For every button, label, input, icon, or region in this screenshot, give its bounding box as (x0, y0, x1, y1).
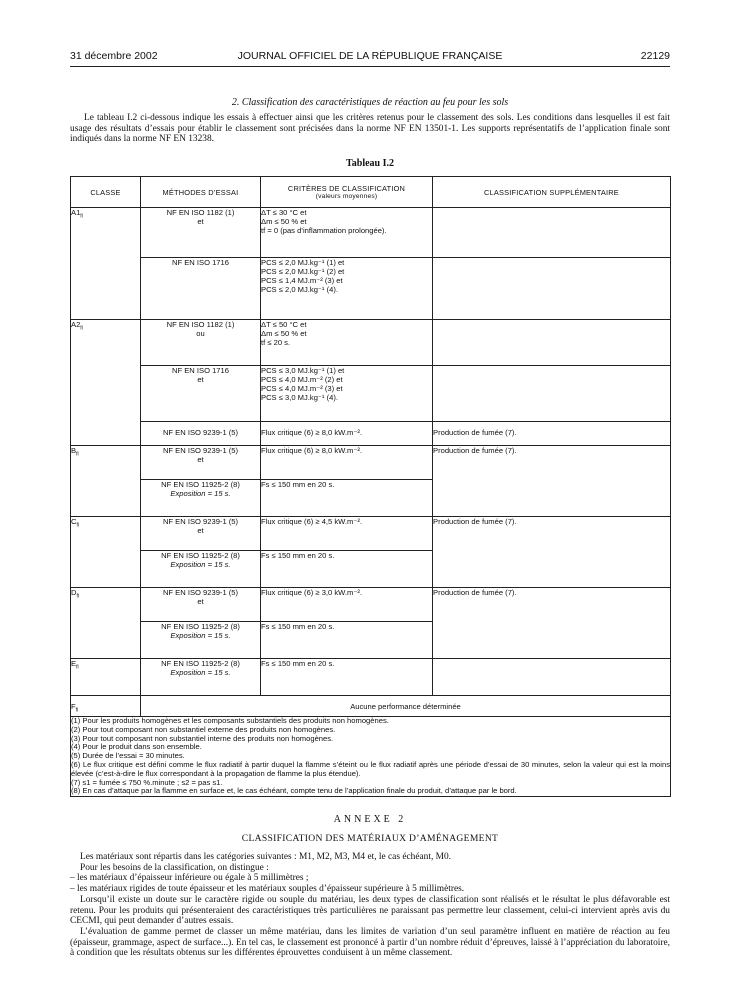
supplementary-cell (433, 422, 671, 446)
method-cell (141, 588, 261, 622)
method-name: NF EN ISO 1716 (172, 258, 229, 267)
method-name: NF EN ISO 11925-2 (8) (161, 659, 240, 668)
method-exposure: Exposition = 15 s. (170, 489, 231, 498)
supplementary-text: Production de fumée (7). (433, 588, 517, 597)
criteria-line: ΔT ≤ 50 °C et (261, 320, 307, 329)
paragraph: Pour les besoins de la classification, on distingue : (80, 862, 269, 873)
method-name: NF EN ISO 1182 (1) (166, 320, 235, 329)
supplementary-cell (433, 366, 671, 422)
supplementary-cell (433, 588, 671, 659)
table-row (71, 517, 671, 551)
supplementary-cell (433, 208, 671, 258)
class-subscript: fl (80, 213, 83, 220)
classification-table (70, 176, 671, 797)
method-conjunction: et (197, 375, 204, 384)
supplementary-cell (433, 320, 671, 366)
header-methodes: MÉTHODES D’ESSAI (141, 177, 261, 208)
criteria-line: PCS ≤ 4,0 MJ.m⁻² (3) et (261, 384, 343, 393)
method-cell (141, 446, 261, 480)
section-title: 2. Classification des caractéristiques de réaction au feu pour les sols (231, 97, 509, 108)
criteria-line: PCS ≤ 2,0 MJ.kg⁻¹ (2) et (261, 267, 345, 276)
criteria-cell (261, 517, 433, 551)
method-conjunction: et (197, 597, 204, 606)
footnote: (4) Pour le produit dans son ensemble. (71, 742, 202, 752)
class-cell-f (71, 696, 141, 717)
header-supplementaire: CLASSIFICATION SUPPLÉMENTAIRE (433, 177, 671, 208)
intro-paragraph: Le tableau I.2 ci-dessous indique les essais à effectuer ainsi que les critères retenus pour le classement des sols. Les conditions dans lesquelles il est fait usage des résultats d’essais pour établir le classement sont précisées dans la norme NF EN 13501-1. Les supports représentatifs de l’application finale sont indiqués dans la norme NF EN 13238. (70, 113, 670, 144)
criteria-line: Fs ≤ 150 mm en 20 s. (261, 480, 335, 489)
criteria-line: PCS ≤ 3,0 MJ.kg⁻¹ (4). (261, 393, 338, 402)
criteria-line: PCS ≤ 4,0 MJ.m⁻² (2) et (261, 375, 343, 384)
criteria-line: Fs ≤ 150 mm en 20 s. (261, 622, 335, 631)
supplementary-cell (433, 446, 671, 517)
class-label: A1 (71, 208, 81, 217)
criteria-line: Fs ≤ 150 mm en 20 s. (261, 551, 335, 560)
method-conjunction: et (197, 526, 204, 535)
class-subscript: fl (76, 593, 79, 600)
criteria-line: PCS ≤ 3,0 MJ.kg⁻¹ (1) et (261, 366, 345, 375)
annexe-body (70, 852, 670, 959)
supplementary-cell (433, 258, 671, 320)
criteria-line: Δm ≤ 50 % et (261, 329, 307, 338)
criteria-cell (261, 208, 433, 258)
class-label: A2 (71, 320, 81, 329)
header-rule (70, 66, 670, 67)
class-cell-b (71, 446, 141, 517)
criteria-line: ΔT ≤ 30 °C et (261, 208, 307, 217)
supplementary-text: Production de fumée (7). (433, 446, 517, 455)
method-conjunction: et (197, 455, 204, 464)
table-row (71, 696, 671, 717)
footnote: (1) Pour les produits homogènes et les composants substantiels des produits non homogènes. (71, 716, 389, 725)
criteria-cell (261, 551, 433, 588)
footnotes-row (71, 717, 671, 797)
criteria-cell (261, 422, 433, 446)
class-label: D (71, 588, 77, 597)
class-subscript: fl (76, 522, 79, 529)
class-label: F (71, 702, 76, 711)
no-performance-text: Aucune performance déterminée (350, 701, 461, 711)
page-header (70, 50, 670, 66)
criteria-line: Δm ≤ 50 % et (261, 217, 307, 226)
paragraph: Les matériaux sont répartis dans les catégories suivantes : M1, M2, M3, M4 et, le cas échéant, M0. (80, 852, 451, 862)
method-name: NF EN ISO 1182 (1) (166, 208, 235, 217)
table-row (71, 320, 671, 366)
class-cell-c (71, 517, 141, 588)
method-cell (141, 422, 261, 446)
footnote: (7) s1 = fumée ≤ 750 %.minute ; s2 = pas s1. (71, 777, 223, 787)
table-row (71, 422, 671, 446)
method-cell (141, 366, 261, 422)
method-name: NF EN ISO 9239-1 (5) (162, 446, 239, 455)
annexe-title: CLASSIFICATION DES MATÉRIAUX D’AMÉNAGEMENT (241, 833, 499, 844)
footnote: (5) Durée de l’essai = 30 minutes. (71, 751, 185, 761)
method-cell (141, 622, 261, 659)
header-journal-title: JOURNAL OFFICIEL DE LA RÉPUBLIQUE FRANÇAISE (237, 50, 503, 62)
footnote: (6) Le flux critique est défini comme le flux radiatif à partir duquel la flamme s’éteint ou le flux radiatif après une période d’essai de 30 minutes, selon la valeur qui est la moins élevée (c’est-à-dire le flux correspondant à la propagation de flamme la plus étendue). (71, 759, 670, 778)
method-cell (141, 659, 261, 696)
method-cell (141, 517, 261, 551)
supplementary-text: Production de fumée (7). (433, 428, 517, 437)
class-label: E (71, 659, 77, 668)
footnote: (2) Pour tout composant non substantiel externe des produits non homogènes. (71, 724, 336, 734)
footnotes-cell (71, 717, 671, 797)
method-cell (141, 320, 261, 366)
table-row (71, 588, 671, 622)
class-cell-a1 (71, 208, 141, 320)
paragraph: L’évaluation de gamme permet de classer un même matériau, dans les limites de variation d’un seul paramètre influent en matière de réaction au feu (épaisseur, grammage, aspect de surface...). En tel cas, le classement est prononcé à partir d’un nombre réduit d’épreuves, laissé à l’appréciation du laboratoire, à condition que les résultats obtenus sur les différentes éprouvettes conduisent à un même classement. (70, 926, 670, 959)
header-page-number: 22129 (640, 50, 670, 62)
criteria-cell (261, 258, 433, 320)
criteria-cell (261, 588, 433, 622)
criteria-line: PCS ≤ 2,0 MJ.kg⁻¹ (4). (261, 285, 338, 294)
no-performance-cell (141, 696, 671, 717)
class-subscript: fl (75, 707, 79, 714)
method-conjunction: et (197, 217, 204, 226)
table-row (71, 446, 671, 480)
supplementary-text: Production de fumée (7). (433, 517, 517, 526)
annexe-label: ANNEXE 2 (333, 814, 407, 825)
table-row (71, 366, 671, 422)
method-name: NF EN ISO 11925-2 (8) (161, 480, 240, 489)
class-cell-e (71, 659, 141, 696)
method-cell (141, 208, 261, 258)
criteria-cell (261, 320, 433, 366)
class-label: C (71, 517, 77, 526)
method-name: NF EN ISO 11925-2 (8) (161, 551, 240, 560)
footnote: (3) Pour tout composant non substantiel interne des produits non homogènes. (71, 733, 334, 743)
supplementary-cell (433, 659, 671, 696)
method-exposure: Exposition = 15 s. (170, 560, 231, 569)
criteria-cell (261, 446, 433, 480)
list-item: – les matériaux d’épaisseur inférieure ou égale à 5 millimètres ; (70, 873, 309, 884)
class-label: B (71, 446, 77, 455)
header-criteres (261, 177, 433, 208)
table-row (71, 258, 671, 320)
header-date: 31 décembre 2002 (70, 50, 158, 62)
criteria-cell (261, 480, 433, 517)
criteria-line: Flux critique (6) ≥ 8,0 kW.m⁻². (261, 428, 363, 437)
paragraph: Lorsqu’il existe un doute sur le caractère rigide ou souple du matériau, les deux types de classification sont réalisés et le résultat le plus défavorable est retenu. Pour les produits qui présenteraient des caractéristiques très particulières ne paraissant pas permettre leur classement, celui-ci intervient après avis du CECMI, qui peut demander d’autres essais. (70, 894, 670, 927)
method-name: NF EN ISO 11925-2 (8) (161, 622, 240, 631)
class-subscript: fl (76, 451, 79, 458)
criteria-line: tf ≤ 20 s. (261, 338, 291, 347)
criteria-line: PCS ≤ 1,4 MJ.m⁻² (3) et (261, 276, 343, 285)
class-subscript: fl (80, 325, 83, 332)
criteria-line: Flux critique (6) ≥ 3,0 kW.m⁻². (261, 588, 363, 597)
method-exposure: Exposition = 15 s. (170, 631, 231, 640)
footnote: (8) En cas d’attaque par la flamme en surface et, le cas échéant, compte tenu de l’application finale du produit, d’attaque par le bord. (71, 786, 517, 796)
method-cell (141, 258, 261, 320)
table-title: Tableau I.2 (346, 158, 394, 169)
method-name: NF EN ISO 1716 (172, 366, 229, 375)
method-name: NF EN ISO 9239-1 (5) (162, 428, 239, 437)
criteria-cell (261, 622, 433, 659)
criteria-cell (261, 659, 433, 696)
method-name: NF EN ISO 9239-1 (5) (162, 588, 239, 597)
header-criteres-label: CRITÈRES DE CLASSIFICATION (287, 184, 406, 193)
criteria-line: tf = 0 (pas d’inflammation prolongée). (261, 226, 387, 235)
criteria-line: Flux critique (6) ≥ 4,5 kW.m⁻². (261, 517, 363, 526)
class-subscript: fl (76, 664, 79, 671)
class-cell-d (71, 588, 141, 659)
list-item: – les matériaux rigides de toute épaisseur et les matériaux souples d’épaisseur supérieure à 5 millimètres. (70, 884, 465, 895)
method-cell (141, 551, 261, 588)
class-cell-a2 (71, 320, 141, 446)
table-header-row (71, 177, 671, 208)
table-row (71, 659, 671, 696)
criteria-line: Flux critique (6) ≥ 8,0 kW.m⁻². (261, 446, 363, 455)
criteria-line: PCS ≤ 2,0 MJ.kg⁻¹ (1) et (261, 258, 345, 267)
supplementary-cell (433, 517, 671, 588)
method-name: NF EN ISO 9239-1 (5) (162, 517, 239, 526)
criteria-line: Fs ≤ 150 mm en 20 s. (261, 659, 335, 668)
method-conjunction: ou (196, 329, 205, 338)
method-exposure: Exposition = 15 s. (170, 668, 231, 677)
method-cell (141, 480, 261, 517)
criteria-cell (261, 366, 433, 422)
header-criteres-sub: (valeurs moyennes) (315, 193, 378, 200)
table-row (71, 208, 671, 258)
header-classe: CLASSE (71, 177, 141, 208)
